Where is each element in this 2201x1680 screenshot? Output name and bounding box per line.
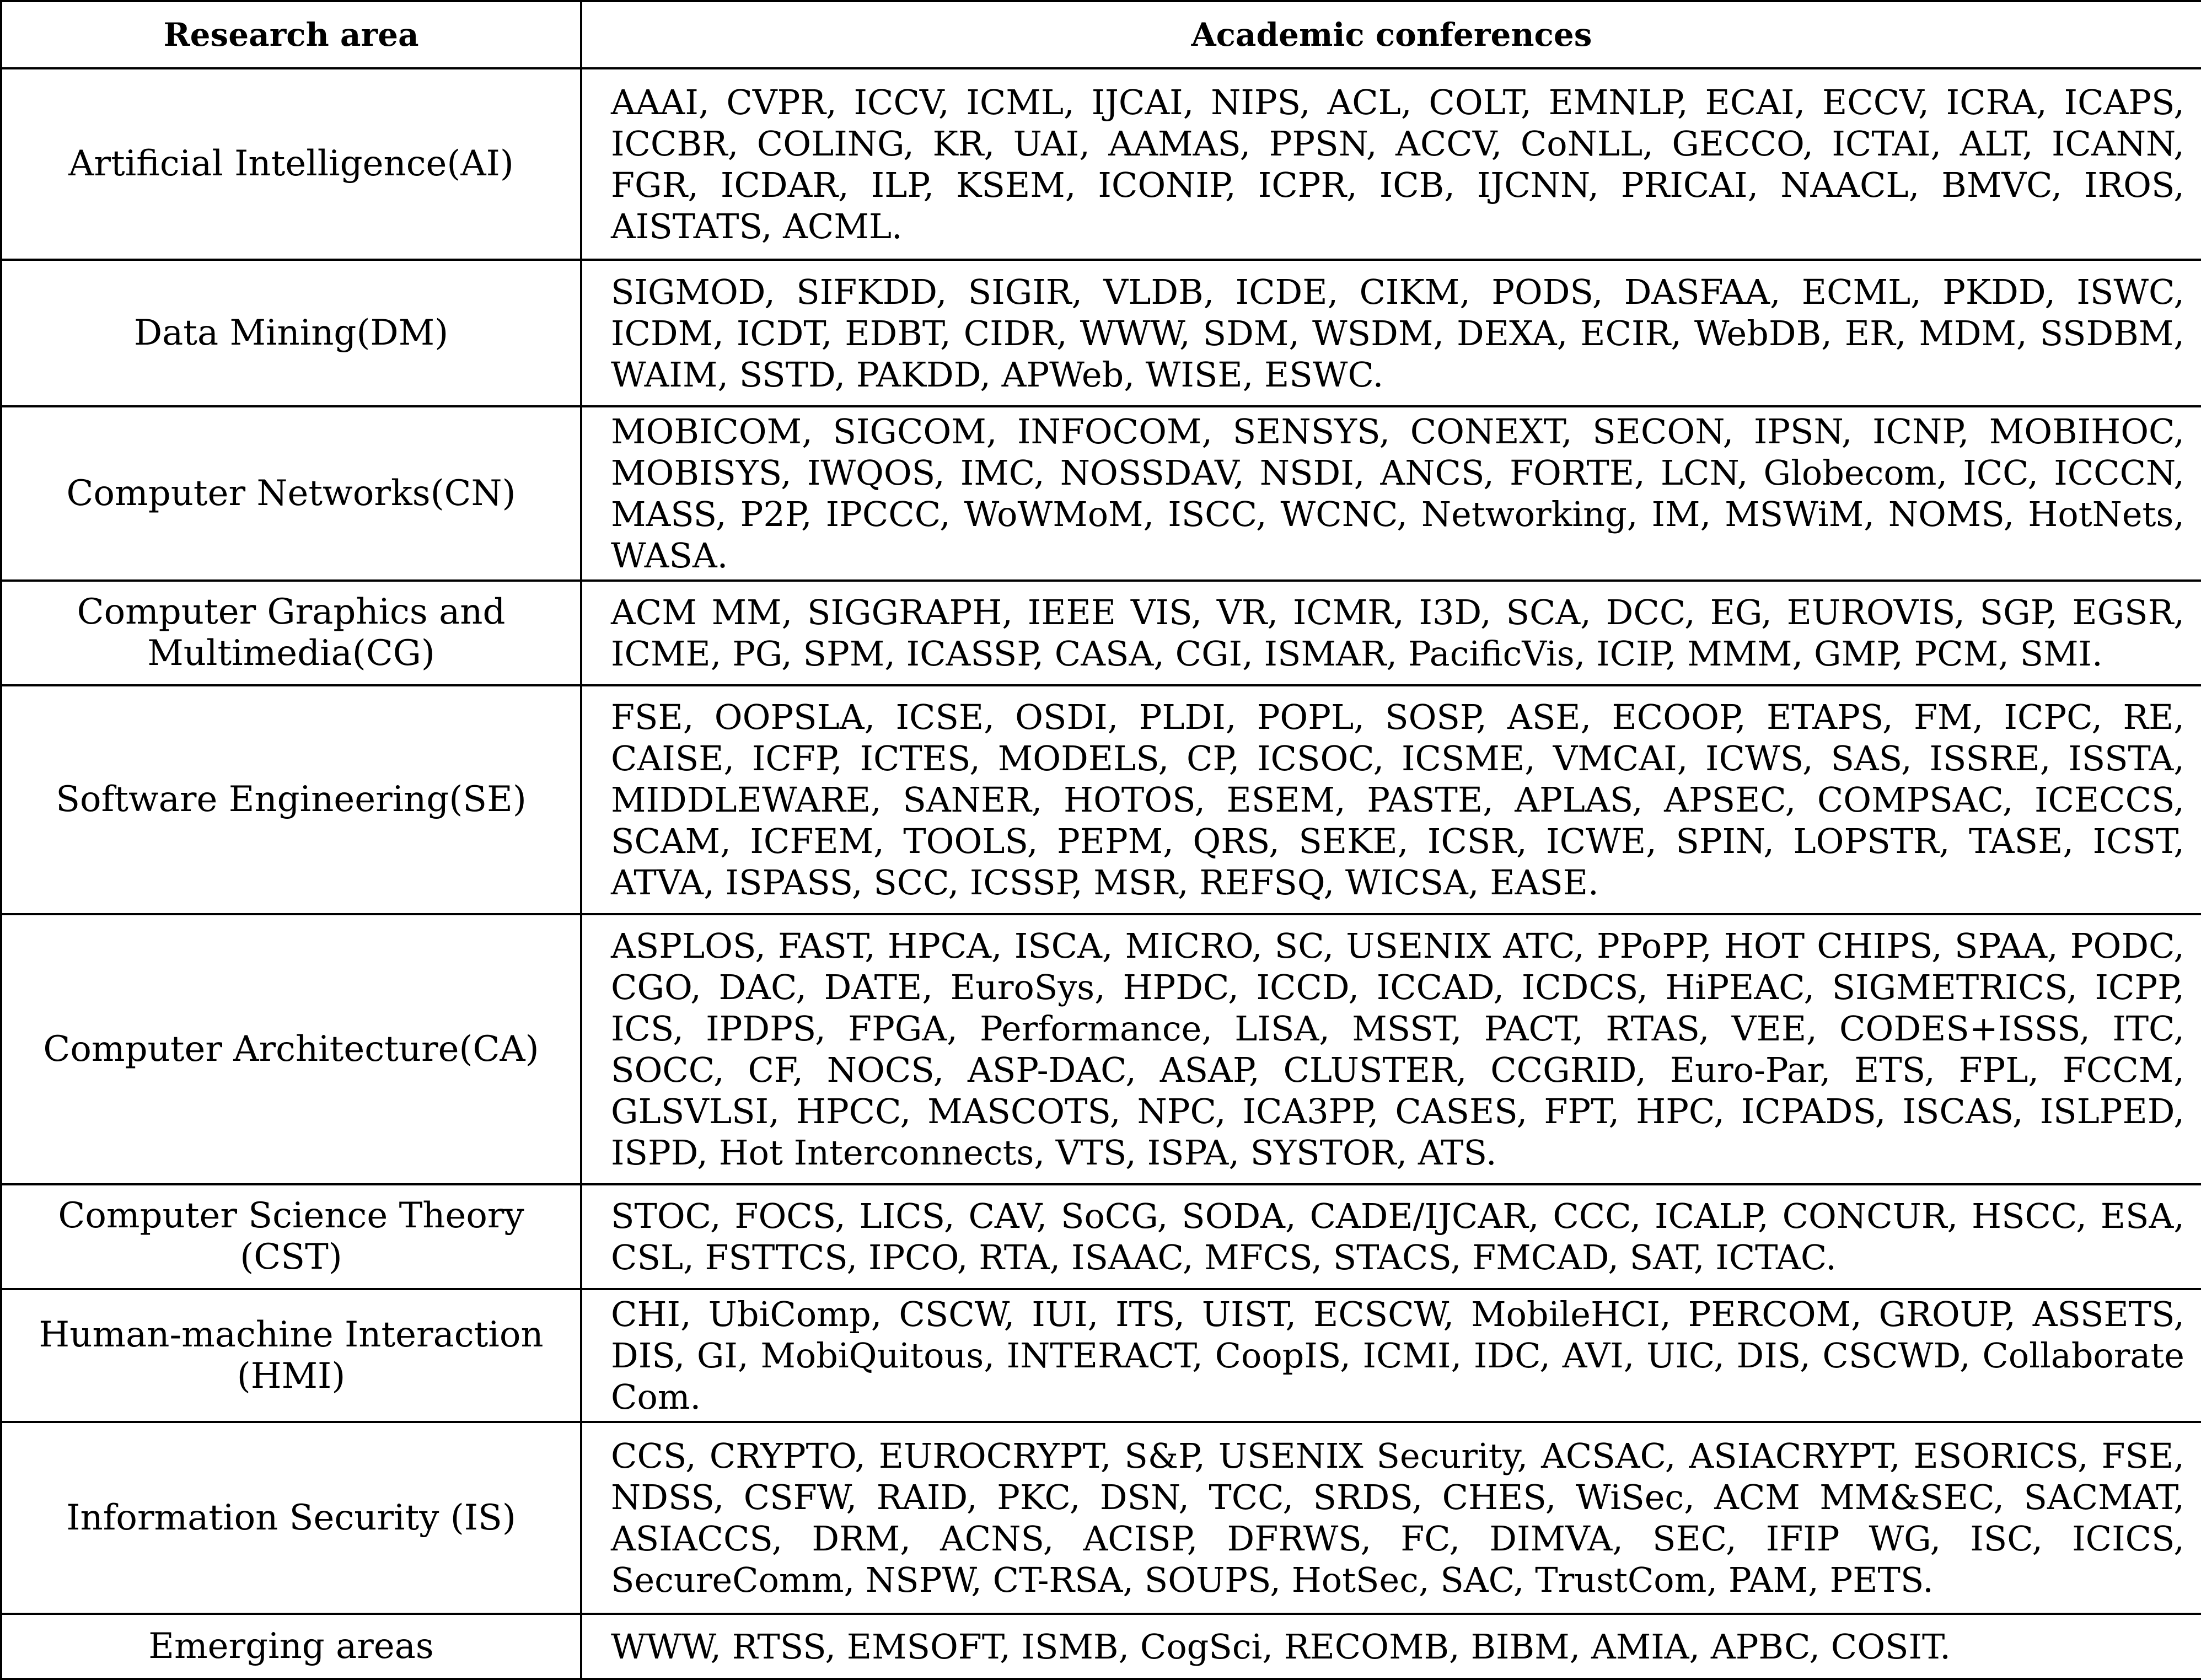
research-area-cell: Data Mining(DM) [1, 260, 581, 406]
conferences-cell: FSE, OOPSLA, ICSE, OSDI, PLDI, POPL, SOSP, ASE, ECOOP, ETAPS, FM, ICPC, RE, CAISE, ICFP, ICTES, MODELS, CP, ICSOC, ICSME, VMCAI, ICWS, SAS, ISSRE, ISSTA, MIDDLEWARE, SANER, HOTOS, ESEM, PASTE, APLAS, APSEC, COMPSAC, ICECCS, SCAM, ICFEM, TOOLS, PEPM, QRS, SEKE, ICSR, ICWE, SPIN, LOPSTR, TASE, ICST, ATVA, ISPASS, SCC, ICSSP, MSR, REFSQ, WICSA, EASE. [581, 685, 2201, 914]
research-area-cell: Emerging areas [1, 1614, 581, 1679]
research-area-cell: Human-machine Interaction (HMI) [1, 1289, 581, 1422]
conferences-cell: AAAI, CVPR, ICCV, ICML, IJCAI, NIPS, ACL, COLT, EMNLP, ECAI, ECCV, ICRA, ICAPS, ICCBR, COLING, KR, UAI, AAMAS, PPSN, ACCV, CoNLL, GECCO, ICTAI, ALT, ICANN, FGR, ICDAR, ILP, KSEM, ICONIP, ICPR, ICB, IJCNN, PRICAI, NAACL, BMVC, IROS, AISTATS, ACML. [581, 68, 2201, 260]
research-area-cell: Information Security (IS) [1, 1422, 581, 1614]
research-area-cell: Computer Science Theory (CST) [1, 1184, 581, 1289]
conferences-cell: ACM MM, SIGGRAPH, IEEE VIS, VR, ICMR, I3D, SCA, DCC, EG, EUROVIS, SGP, EGSR, ICME, PG, SPM, ICASSP, CASA, CGI, ISMAR, PacificVis, ICIP, MMM, GMP, PCM, SMI. [581, 581, 2201, 685]
table-row [1, 68, 2201, 260]
research-area-cell: Artificial Intelligence(AI) [1, 68, 581, 260]
research-area-cell: Computer Graphics and Multimedia(CG) [1, 581, 581, 685]
table-row [1, 1184, 2201, 1289]
table-row [1, 260, 2201, 406]
table-row [1, 914, 2201, 1184]
conferences-cell: STOC, FOCS, LICS, CAV, SoCG, SODA, CADE/IJCAR, CCC, ICALP, CONCUR, HSCC, ESA, CSL, FSTTCS, IPCO, RTA, ISAAC, MFCS, STACS, FMCAD, SAT, ICTAC. [581, 1184, 2201, 1289]
conferences-cell: CCS, CRYPTO, EUROCRYPT, S&P, USENIX Security, ACSAC, ASIACRYPT, ESORICS, FSE, NDSS, CSFW, RAID, PKC, DSN, TCC, SRDS, CHES, WiSec, ACM MM&SEC, SACMAT, ASIACCS, DRM, ACNS, ACISP, DFRWS, FC, DIMVA, SEC, IFIP WG, ISC, ICICS, SecureComm, NSPW, CT-RSA, SOUPS, HotSec, SAC, TrustCom, PAM, PETS. [581, 1422, 2201, 1614]
table-row [1, 685, 2201, 914]
table-row [1, 1614, 2201, 1679]
header-academic-conferences: Academic conferences [581, 1, 2201, 68]
research-area-cell: Computer Architecture(CA) [1, 914, 581, 1184]
table-row [1, 1289, 2201, 1422]
research-area-cell: Computer Networks(CN) [1, 406, 581, 581]
conferences-cell: ASPLOS, FAST, HPCA, ISCA, MICRO, SC, USENIX ATC, PPoPP, HOT CHIPS, SPAA, PODC, CGO, DAC, DATE, EuroSys, HPDC, ICCD, ICCAD, ICDCS, HiPEAC, SIGMETRICS, ICPP, ICS, IPDPS, FPGA, Performance, LISA, MSST, PACT, RTAS, VEE, CODES+ISSS, ITC, SOCC, CF, NOCS, ASP-DAC, ASAP, CLUSTER, CCGRID, Euro-Par, ETS, FPL, FCCM, GLSVLSI, HPCC, MASCOTS, NPC, ICA3PP, CASES, FPT, HPC, ICPADS, ISCAS, ISLPED, ISPD, Hot Interconnects, VTS, ISPA, SYSTOR, ATS. [581, 914, 2201, 1184]
conferences-cell: WWW, RTSS, EMSOFT, ISMB, CogSci, RECOMB, BIBM, AMIA, APBC, COSIT. [581, 1614, 2201, 1679]
conferences-cell: SIGMOD, SIFKDD, SIGIR, VLDB, ICDE, CIKM, PODS, DASFAA, ECML, PKDD, ISWC, ICDM, ICDT, EDBT, CIDR, WWW, SDM, WSDM, DEXA, ECIR, WebDB, ER, MDM, SSDBM, WAIM, SSTD, PAKDD, APWeb, WISE, ESWC. [581, 260, 2201, 406]
header-research-area: Research area [1, 1, 581, 68]
header-row [1, 1, 2201, 68]
table-row [1, 581, 2201, 685]
research-area-cell: Software Engineering(SE) [1, 685, 581, 914]
conferences-cell: MOBICOM, SIGCOM, INFOCOM, SENSYS, CONEXT, SECON, IPSN, ICNP, MOBIHOC, MOBISYS, IWQOS, IMC, NOSSDAV, NSDI, ANCS, FORTE, LCN, Globecom, ICC, ICCCN, MASS, P2P, IPCCC, WoWMoM, ISCC, WCNC, Networking, IM, MSWiM, NOMS, HotNets, WASA. [581, 406, 2201, 581]
table-row [1, 1422, 2201, 1614]
conferences-cell: CHI, UbiComp, CSCW, IUI, ITS, UIST, ECSCW, MobileHCI, PERCOM, GROUP, ASSETS, DIS, GI, MobiQuitous, INTERACT, CoopIS, ICMI, IDC, AVI, UIC, DIS, CSCWD, Collaborate Com. [581, 1289, 2201, 1422]
table-row [1, 406, 2201, 581]
